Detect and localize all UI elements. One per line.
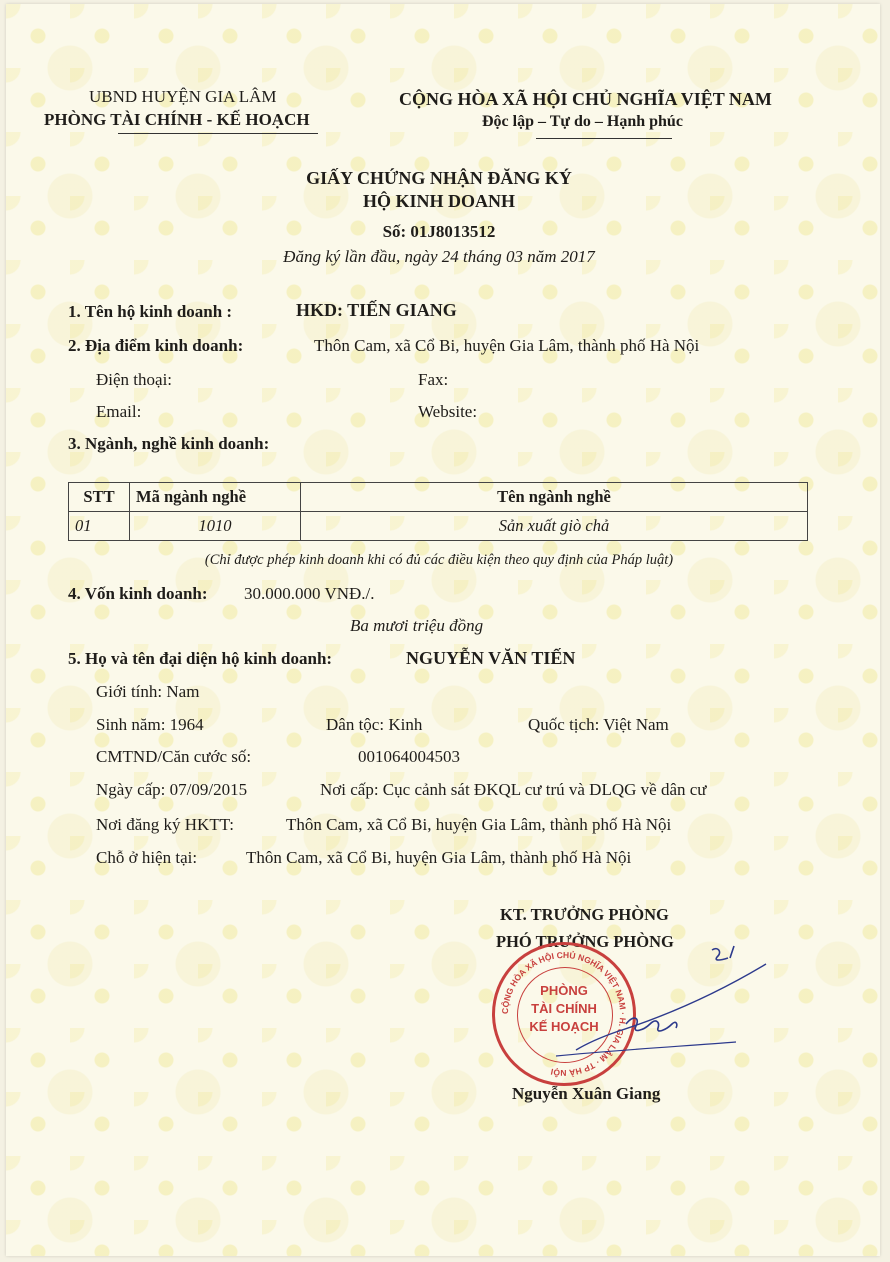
cell-name: Sản xuất giò chả bbox=[301, 512, 808, 541]
id-issue-place: Nơi cấp: Cục cảnh sát ĐKQL cư trú và DLQG về dân cư bbox=[320, 780, 707, 799]
representative-label: 5. Họ và tên đại diện hộ kinh doanh: bbox=[68, 649, 333, 668]
document-title: GIẤY CHỨNG NHẬN ĐĂNG KÝ bbox=[306, 168, 572, 188]
birth-year: Sinh năm: 1964 bbox=[96, 715, 204, 734]
legal-note: (Chỉ được phép kinh doanh khi có đủ các điều kiện theo quy định của Pháp luật) bbox=[204, 552, 674, 568]
phone-label: Điện thoại: bbox=[96, 370, 173, 389]
table-row bbox=[69, 512, 808, 541]
id-issue-date: Ngày cấp: 07/09/2015 bbox=[96, 780, 248, 799]
capital-in-words: Ba mươi triệu đồng bbox=[350, 616, 484, 635]
email-label: Email: bbox=[96, 402, 142, 421]
col-header-code: Mã ngành nghề bbox=[130, 483, 301, 512]
cell-stt: 01 bbox=[69, 512, 130, 541]
current-residence-value: Thôn Cam, xã Cổ Bi, huyện Gia Lâm, thành phố Hà Nội bbox=[246, 848, 632, 867]
capital-value: 30.000.000 VNĐ./. bbox=[244, 584, 375, 603]
document-page bbox=[6, 4, 880, 1256]
current-residence-label: Chỗ ở hiện tại: bbox=[96, 848, 198, 867]
col-header-stt: STT bbox=[69, 483, 130, 512]
gender: Giới tính: Nam bbox=[96, 682, 200, 701]
id-number-label: CMTND/Căn cước số: bbox=[96, 747, 252, 766]
table-header-row bbox=[69, 483, 808, 512]
document-subtitle: HỘ KINH DOANH bbox=[362, 191, 515, 211]
stamp-line-2: TÀI CHÍNH bbox=[531, 1001, 597, 1016]
business-name-value: HKD: TIẾN GIANG bbox=[296, 300, 457, 320]
website-label: Website: bbox=[418, 402, 478, 421]
nationality: Quốc tịch: Việt Nam bbox=[528, 715, 669, 734]
representative-name: NGUYỄN VĂN TIẾN bbox=[406, 648, 576, 668]
ethnicity: Dân tộc: Kinh bbox=[326, 715, 423, 734]
col-header-name: Tên ngành nghề bbox=[301, 483, 808, 512]
fax-label: Fax: bbox=[418, 370, 449, 389]
national-motto: Độc lập – Tự do – Hạnh phúc bbox=[482, 113, 683, 130]
issuer-department: PHÒNG TÀI CHÍNH - KẾ HOẠCH bbox=[44, 110, 310, 129]
permanent-residence-label: Nơi đăng ký HKTT: bbox=[96, 815, 234, 834]
handwritten-signature bbox=[526, 944, 786, 1074]
certificate-number: Số: 01J8013512 bbox=[382, 222, 496, 241]
national-title: CỘNG HÒA XÃ HỘI CHỦ NGHĨA VIỆT NAM bbox=[399, 89, 772, 109]
signature-title-1: KT. TRƯỞNG PHÒNG bbox=[500, 905, 669, 924]
business-lines-label: 3. Ngành, nghề kinh doanh: bbox=[68, 434, 270, 453]
business-address-value: Thôn Cam, xã Cổ Bi, huyện Gia Lâm, thành phố Hà Nội bbox=[314, 336, 700, 355]
permanent-residence-value: Thôn Cam, xã Cổ Bi, huyện Gia Lâm, thành phố Hà Nội bbox=[286, 815, 672, 834]
issuer-underline bbox=[118, 133, 318, 134]
signature-title-2: PHÓ TRƯỞNG PHÒNG bbox=[496, 932, 674, 951]
stamp-line-1: PHÒNG bbox=[540, 983, 588, 998]
registration-date: Đăng ký lần đầu, ngày 24 tháng 03 năm 2017 bbox=[283, 247, 595, 266]
business-lines-table bbox=[68, 482, 808, 541]
stamp-line-3: KẾ HOẠCH bbox=[529, 1019, 599, 1034]
capital-label: 4. Vốn kinh doanh: bbox=[68, 584, 208, 603]
business-name-label: 1. Tên hộ kinh doanh : bbox=[68, 302, 233, 321]
business-address-label: 2. Địa điểm kinh doanh: bbox=[68, 336, 244, 355]
cell-code: 1010 bbox=[130, 512, 301, 541]
id-number-value: 001064004503 bbox=[358, 747, 460, 766]
motto-underline bbox=[536, 138, 672, 139]
stamp-ring-text: CỘNG HÒA XÃ HỘI CHỦ NGHĨA VIỆT NAM · H. GIA LÂM · TP HÀ NỘI bbox=[499, 949, 629, 1079]
issuer-district: UBND HUYỆN GIA LÂM bbox=[89, 87, 277, 106]
signer-name: Nguyễn Xuân Giang bbox=[512, 1084, 661, 1103]
